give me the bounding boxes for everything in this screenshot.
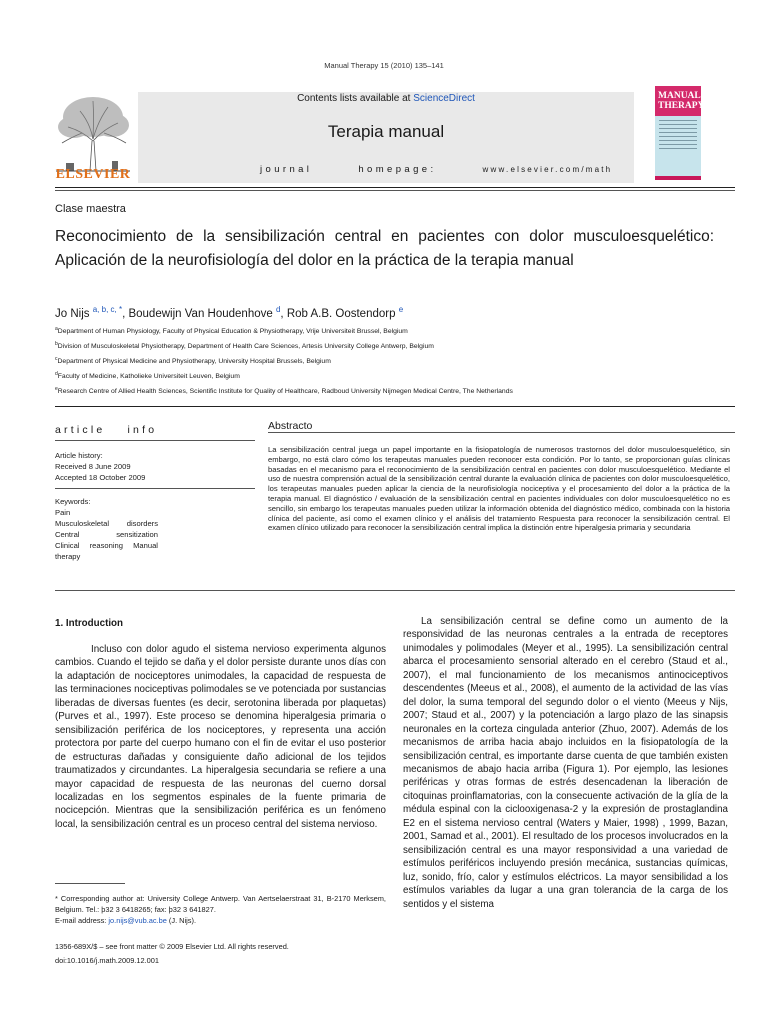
intro-paragraph-1: Incluso con dolor agudo el sistema nervioso experimenta algunos cambios. Cuando el tejido se daña y el dolor persiste durante unos días con la adaptación de nociceptores unimodales, la capacidad de respuesta de las terminaciones nociceptivas polimodales se ve potenciada por sustancias liberadas de diversas fuentes (es decir, serotonina liberada por plaquetas) (Purves et al., 1997). Este proceso se denomina hiperalgesia primaria o sensibilización periférica de los nociceptores, y representa una acción protectora por parte del cuerpo humano con el fin de evitar el uso posterior de estructuras dañadas y consiguiente daño adicional de los tejidos traumatizados y circundantes. La hiperalgesia secundaria se refiere a una mayor capacidad de respuesta de las neuronas del cuerno dorsal localizadas en los segmentos espinales de la fuente primaria de nocicepción. Mientras que la sensibilización periférica es un fenómeno local, la sensibilización central es un proceso central del sistema nervioso. [55,644,386,830]
journal-citation: Manual Therapy 15 (2010) 135–141 [324,61,444,70]
keyword: Pain [55,508,71,517]
affiliation-text: Department of Physical Medicine and Physiotherapy, University Hospital Brussels, Belgium [57,358,331,365]
abstract-heading-rule [268,432,735,433]
affiliation-item [55,338,735,353]
author-name: Jo Nijs [55,308,90,320]
accepted-date: Accepted 18 October 2009 [55,473,146,482]
affiliation-mark: a [55,326,58,332]
received-date: Received 8 June 2009 [55,462,131,471]
keyword: therapy [55,552,81,561]
issn-copyright: 1356-689X/$ – see front matter © 2009 Elsevier Ltd. All rights reserved. [55,942,289,951]
affiliation-text: Research Centre of Allied Health Sciences, Scientific Institute for Quality of Healthcare, Radboud University Nijmegen Medical Centre, The Netherlands [57,388,513,395]
keyword-list [55,496,158,562]
author-separator: , [122,308,129,320]
homepage-label: journal homepage: [260,164,437,175]
keyword: Clinical reasoning Manual [55,541,158,550]
elsevier-tree-logo-icon [52,88,134,178]
history-label: Article history: [55,451,103,460]
keywords-label: Keywords: [55,497,91,506]
journal-cover-image [655,86,705,180]
affiliation-item [55,323,735,338]
sciencedirect-link[interactable]: ScienceDirect [413,93,475,104]
header-rule-bottom [55,190,735,191]
affiliation-text: Department of Human Physiology, Faculty of Physical Education & Physiotherapy, Vrije Universiteit Brussel, Belgium [57,328,408,335]
affiliation-mark: d [55,371,58,377]
affiliation-item [55,353,735,368]
abstract-heading: Abstracto [268,420,313,432]
contents-line [138,93,634,104]
contents-prefix: Contents lists available at [297,93,414,104]
affiliation-mark: e [55,386,58,392]
article-history [55,450,145,483]
keyword: Musculoskeletal disorders [55,519,158,528]
email-suffix: (J. Nijs). [166,916,197,925]
header-rule-top [55,187,735,188]
footnote-rule [55,883,125,884]
author-name: Rob A.B. Oostendorp [286,308,396,320]
affiliation-item [55,383,735,398]
affiliation-mark: b [55,341,58,347]
email-label: E-mail address: [55,916,109,925]
author-separator: , [280,308,287,320]
author-name: Boudewijn Van Houdenhove [128,308,273,320]
history-rule [55,488,255,489]
email-line [55,915,386,926]
author-affiliation-marks[interactable]: d [275,305,281,314]
abstract-end-rule [55,590,735,591]
author-list [55,305,403,320]
abstract-text: La sensibilización central juega un papel importante en la fisiopatología de numerosos trastornos del dolor musculoesquelético, sin embargo, no está claro cómo los terapeutas manuales pueden reconocer esta condición. Por lo tanto, se proporcionan guías clínicas basadas en el mecanismo para el reconocimiento de la sensibilización central en pacientes con dolor musculoesquelético. Mediante el uso de nuestra comprensión actual de la sensibilización central durante la evaluación clínica de pacientes con dolor musculoesquelético, los terapeutas manuales pueden aplicar la ciencia de la neurofisiología nociceptiva y el procesamiento del dolor a la práctica de la terapia manual. El diagnóstico / evaluación de la sensibilización central en pacientes individuales con dolor musculoesquelético no es sencillo, sin embargo los terapeutas manuales pueden utilizar la información obtenida del diagnóstico médico, combinada con la historia clínica del paciente, así como el examen clínico y el análisis del tratamiento Respuesta para reconocer la sensibilización central. El examen clínico utilizado para reconocer la sensibilización central implica la distinción entre hiperalgesia primaria y secundaria [268,445,730,533]
homepage-url[interactable]: www.elsevier.com/math [482,165,613,174]
affiliation-list [55,323,735,398]
elsevier-logo-text: ELSEVIER [55,167,131,182]
article-info-heading: article info [55,424,158,436]
intro-paragraph-2: La sensibilización central se define como un aumento de la responsividad de las neuronas centrales a la entrada de receptores unimodales y polimodales (Meyer et al., 1995). La sensibilización central abarca el procesamiento sensorial alterado en el cerebro (Staud et al., 2007), el mal funcionamiento de los mecanismos antinociceptivos descendentes (Meeus et al., 2008), el aumento de la actividad de las vías del dolor, la suma temporal del segundo dolor o el viento (Meeus y Nijs, 2007; Staud et al., 2007) y la potenciación a largo plazo de las sinapsis neuronales en la corteza cingulada anterior (Zhuo, 2007). Además de los mecanismos de arriba hacia abajo incluidos en la fisiopatología de la sensibilización central, es importante darse cuenta de que también existen mecanismos de abajo hacia arriba (Figura 1). Por ejemplo, las lesiones periféricas y otras formas de estrés desencadenan la liberación de citoquinas proinflamatorias, con la consecuente activación de la glía de la médula espinal con la ciclooxigenasa-2 y la expresión de prostaglandina E2 en el sistema nervioso central (Waters y Maier, 1998) , 1999, Bazan, 2001, Samad et al., 2001). El resultado de los procesos involucrados en la sensibilización central es una mayor responsividad a una variedad de estímulos periféricos incluyendo presión mecánica, sustancias químicas, luz, sonido, frío, calor y estímulos eléctricos. La mayor sensibilidad a los estímulos variables da lugar a una gran tolerancia de la carga de los sentidos y el sistema [403,616,728,910]
doi[interactable]: doi:10.1016/j.math.2009.12.001 [55,956,159,965]
affiliation-text: Division of Musculoskeletal Physiotherapy, Department of Health Care Sciences, Artesis University College Antwerp, Belgium [57,343,434,350]
author-affiliation-marks[interactable]: e [398,305,404,314]
keyword: Central sensitization [55,530,158,539]
cover-text-lines [659,120,697,150]
email-link[interactable]: jo.nijs@vub.ac.be [108,916,167,925]
corresponding-author-footnote [55,893,386,926]
journal-title: Terapia manual [327,122,445,141]
article-category: Clase maestra [55,203,126,215]
article-title: Reconocimiento de la sensibilización central en pacientes con dolor musculoesquelético: Aplicación de la neurofisiología del dolor en la práctica de la terapia manual [55,228,714,269]
front-matter [55,940,289,968]
corresponding-address: * Corresponding author at: University College Antwerp. Van Aertselaerstraat 31, B-2170 Merksem, Belgium. Tel.: þ32 3 6418265; fax: þ32 3 641827. [55,894,386,914]
info-section-rule [55,406,735,407]
author-affiliation-marks[interactable]: a, b, c, * [92,305,123,314]
journal-homepage [260,164,612,175]
affiliation-mark: c [55,356,58,362]
affiliation-text: Faculty of Medicine, Katholieke Universiteit Leuven, Belgium [57,373,240,380]
cover-title: MANUAL THERAPY [658,91,705,111]
info-heading-rule [55,440,255,441]
affiliation-item [55,368,735,383]
section-heading-introduction: 1. Introduction [55,618,124,629]
